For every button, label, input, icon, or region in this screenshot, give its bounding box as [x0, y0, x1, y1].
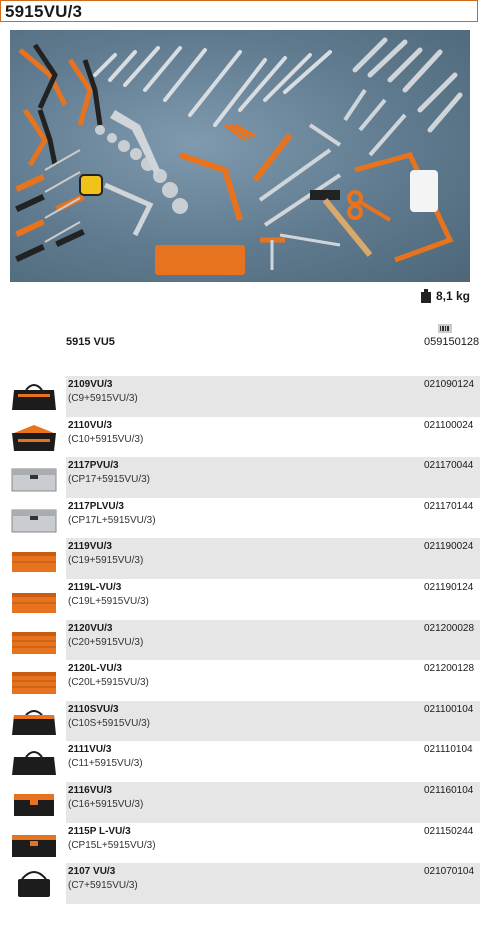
product-contents: (CP15L+5915VU/3) — [68, 839, 156, 851]
orange-toolbox-icon — [8, 542, 60, 574]
bag-open-orange-icon — [8, 421, 60, 453]
bag-black-icon — [8, 380, 60, 412]
product-code: 021190124 — [424, 581, 474, 593]
product-name: 2120VU/3 — [68, 622, 113, 634]
screwdrivers-icon — [15, 150, 85, 262]
cutter-kit-icon — [155, 245, 245, 275]
product-contents: (C19L+5915VU/3) — [68, 595, 149, 607]
product-contents: (C19+5915VU/3) — [68, 555, 144, 567]
barcode-icon — [438, 320, 452, 329]
product-contents: (C16+5915VU/3) — [68, 798, 144, 810]
extension-bars-icon — [260, 125, 340, 225]
product-contents: (CP17+5915VU/3) — [68, 474, 150, 486]
product-row — [0, 376, 480, 417]
product-name: 2110VU/3 — [68, 419, 112, 431]
chisels-icon — [345, 90, 405, 155]
product-name: 2119L-VU/3 — [68, 581, 122, 593]
product-row — [0, 498, 480, 539]
product-row — [0, 823, 480, 864]
product-code: 021090124 — [424, 379, 475, 390]
product-row — [0, 417, 480, 458]
wrenches-icon — [95, 48, 330, 125]
product-code: 021170044 — [424, 460, 474, 472]
product-row — [0, 782, 480, 823]
product-row — [0, 741, 480, 782]
product-name: 2119VU/3 — [68, 541, 112, 553]
kit-name: 5915 VU5 — [66, 336, 115, 348]
page-title: 5915VU/3 — [5, 2, 83, 21]
tools-illustration — [10, 30, 470, 282]
oil-bottle-icon — [410, 170, 438, 212]
product-code: 021070104 — [424, 866, 475, 878]
product-row — [0, 457, 480, 498]
product-contents: (C9+5915VU/3) — [68, 393, 138, 404]
product-name: 2115P L-VU/3 — [68, 825, 131, 837]
kit-header-row — [0, 318, 480, 354]
title-box — [0, 0, 478, 22]
bag-black-orange-icon — [8, 705, 60, 737]
t-handle-keys-icon — [260, 235, 340, 270]
weight-label — [420, 288, 470, 304]
kit-code: 059150128 — [424, 336, 480, 348]
product-contents: (C20+5915VU/3) — [68, 636, 144, 648]
scissors-icon — [349, 192, 390, 220]
product-contents: (C10S+5915VU/3) — [68, 717, 150, 729]
product-code: 021110104 — [424, 744, 473, 756]
hex-keys-icon — [225, 125, 255, 140]
orange-toolbox-icon — [8, 583, 60, 615]
product-row — [0, 863, 480, 904]
tool-assortment-photo — [10, 30, 470, 282]
product-row — [0, 579, 480, 620]
product-code: 021100104 — [424, 703, 474, 715]
plastic-box-icon — [8, 786, 60, 818]
bag-black-icon — [8, 745, 60, 777]
locking-pliers-icon — [105, 185, 150, 235]
product-code: 021200128 — [424, 663, 475, 675]
product-code: 021200028 — [424, 622, 475, 634]
product-row — [0, 538, 480, 579]
metal-case-icon — [8, 461, 60, 493]
product-contents: (CP17L+5915VU/3) — [68, 514, 156, 526]
product-name: 2116VU/3 — [68, 784, 112, 796]
product-name: 2109VU/3 — [68, 379, 113, 390]
product-list — [0, 376, 480, 904]
product-code: 021170144 — [424, 500, 474, 512]
product-row — [0, 701, 480, 742]
tape-measure-icon — [80, 175, 102, 195]
product-contents: (C7+5915VU/3) — [68, 880, 138, 892]
product-name: 2117PVU/3 — [68, 460, 119, 472]
product-row — [0, 620, 480, 661]
product-contents: (C11+5915VU/3) — [68, 758, 143, 770]
product-code: 021160104 — [424, 784, 474, 796]
product-row — [0, 660, 480, 701]
product-name: 2110SVU/3 — [68, 703, 119, 715]
product-code: 021190024 — [424, 541, 474, 553]
ratchet-icon — [255, 135, 290, 180]
product-name: 2111VU/3 — [68, 744, 112, 756]
product-name: 2107 VU/3 — [68, 866, 116, 878]
shoulder-bag-icon — [8, 867, 60, 899]
pliers-icon — [20, 45, 100, 165]
weight-icon — [420, 289, 432, 303]
pipe-pliers-icon — [180, 155, 240, 220]
orange-toolbox-icon — [8, 664, 60, 696]
metal-case-icon — [8, 502, 60, 534]
adjustable-wrench-icon — [110, 110, 160, 175]
product-code: 021100024 — [424, 419, 474, 431]
product-contents: (C20L+5915VU/3) — [68, 677, 149, 689]
title-bar — [0, 0, 480, 24]
product-contents: (C10+5915VU/3) — [68, 433, 144, 445]
product-name: 2117PLVU/3 — [68, 500, 124, 512]
product-name: 2120L-VU/3 — [68, 663, 122, 675]
weight-value: 8,1 kg — [435, 289, 470, 303]
plastic-box-icon — [8, 827, 60, 859]
product-code: 021150244 — [424, 825, 474, 837]
orange-toolbox-icon — [8, 624, 60, 656]
